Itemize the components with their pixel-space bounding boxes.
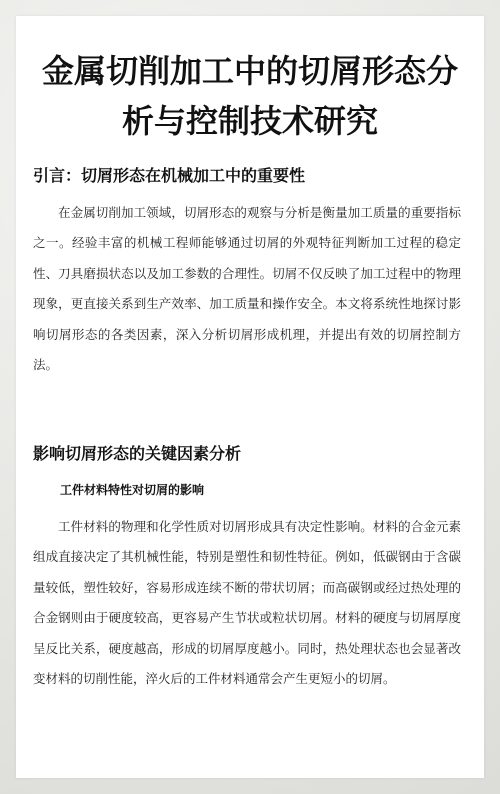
paragraph-material: 工件材料的物理和化学性质对切屑形成具有决定性影响。材料的合金元素组成直接决定了其机械性能，特别是塑性和韧性特征。例如，低碳钢由于含碳量较低，塑性较好，容易形成连续不断的带状切屑；而高碳钢或经过热处理的合金钢则由于硬度较高，更容易产生节状或粒状切屑。材料的硬度与切屑厚度呈反比关系，硬度越高，形成的切屑厚度越小。同时，热处理状态也会显著改变材料的切削性能，淬火后的工件材料通常会产生更短小的切屑。 [33, 519, 461, 687]
document-title: 金属切削加工中的切屑形态分析与控制技术研究 [41, 52, 458, 140]
subsection-heading-material: 工件材料特性对切屑的影响 [60, 483, 205, 497]
section-heading-key-factors: 影响切屑形态的关键因素分析 [33, 444, 242, 463]
section-heading-introduction: 引言：切屑形态在机械加工中的重要性 [33, 166, 306, 185]
paragraph-introduction: 在金属切削加工领域，切屑形态的观察与分析是衡量加工质量的重要指标之一。经验丰富的机械工程师能够通过切屑的外观特征判断加工过程的稳定性、刀具磨损状态以及加工参数的合理性。切屑不仅反映了加工过程中的物理现象，更直接关系到生产效率、加工质量和操作安全。本文将系统性地探讨影响切屑形态的各类因素，深入分析切屑形成机理，并提出有效的切屑控制方法。 [33, 205, 461, 373]
document-page [16, 16, 484, 778]
